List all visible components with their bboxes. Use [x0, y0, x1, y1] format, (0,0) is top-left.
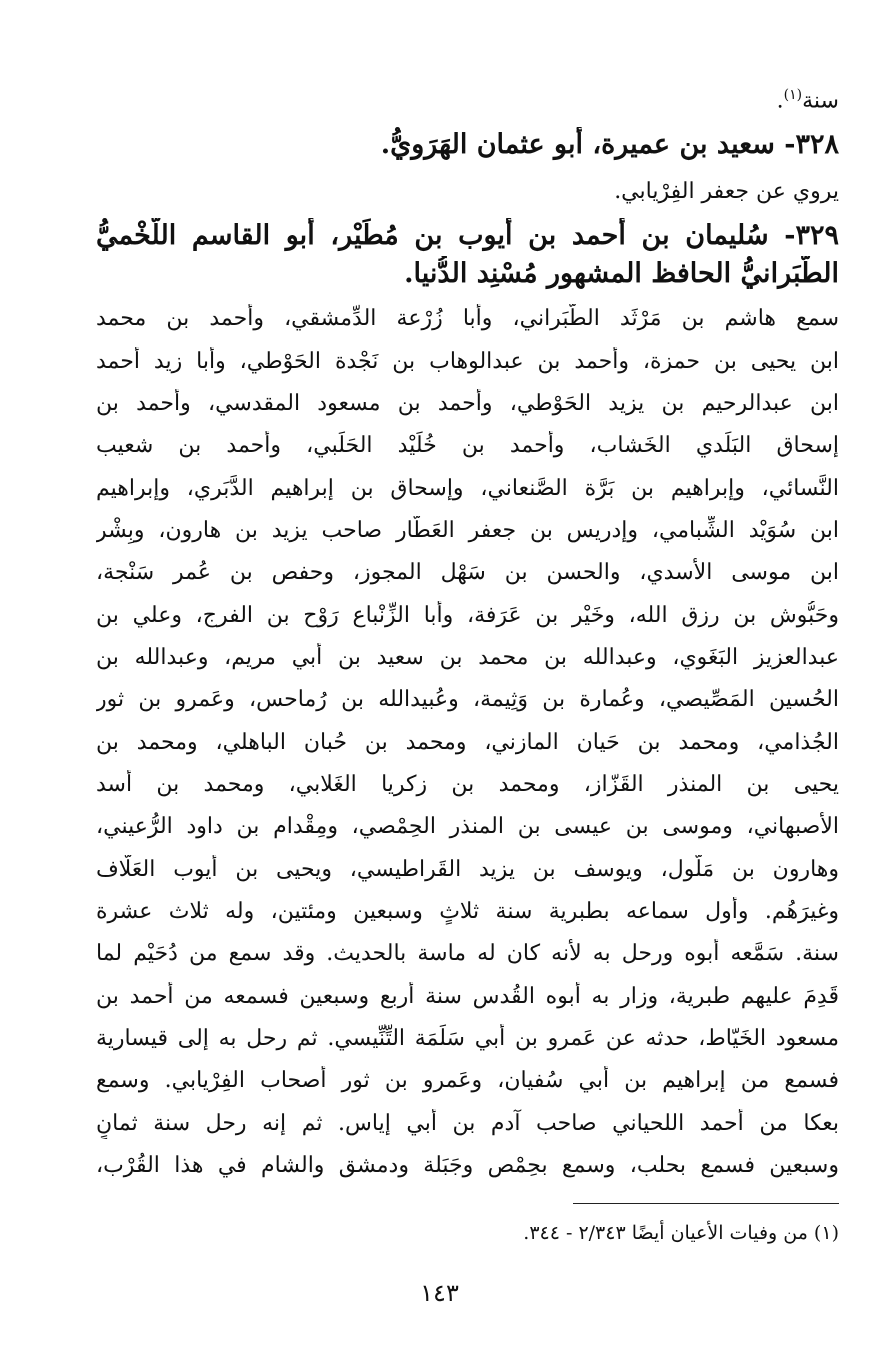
entry-329-body-line: وغيرَهُم. وأول سماعه بطبرية سنة ثلاثٍ وسبعين ومئتين، وله ثلاث عشرة: [96, 899, 839, 924]
entry-329-body-line: ابن يحيى بن حمزة، وأحمد بن عبدالوهاب بن نَجْدة الحَوْطي، وأبا زيد أحمد: [96, 349, 839, 374]
entry-329-body-line: النَّسائي، وإبراهيم بن بَرَّة الصَّنعاني، وإسحاق بن إبراهيم الدَّبَري، وإبراهيم: [96, 476, 839, 501]
entry-329-body-line: وهارون بن مَلُّول، ويوسف بن يزيد القَراطيسي، ويحيى بن أيوب العَلّاف: [96, 857, 839, 882]
entry-329-body-line: ابن موسى الأسدي، والحسن بن سَهْل المجوز، وحفص بن عُمر سَنْجة،: [96, 560, 839, 585]
entry-329-body-line: الحُسين المَصِّيصي، وعُمارة بن وَثِيمة، وعُبيدالله بن رُماحس، وعَمرو بن ثور: [96, 687, 839, 712]
entry-329-body-line: إسحاق البَلَدي الخَشاب، وأحمد بن خُلَيْد الحَلَبي، وأحمد بن شعيب: [96, 433, 839, 458]
entry-329-body-line: وحَبُّوش بن رزق الله، وخَيْر بن عَرَفة، وأبا الزِّنْباع رَوْح بن الفرج، وعلي بن: [96, 603, 839, 628]
entry-329-body-line: قَدِمَ عليهم طبرية، وزار به أبوه القُدس سنة أربع وسبعين فسمعه من أحمد بن: [96, 984, 839, 1009]
entry-329-heading-line: ٣٢٩- سُليمان بن أحمد بن أيوب بن مُطَيْر، أبو القاسم اللَّخْميُّ: [96, 220, 839, 251]
carry-over-word: سنة: [802, 88, 839, 114]
footnote-divider: [573, 1203, 839, 1204]
entry-329-body-line: سنة. سَمَّعه أبوه ورحل به لأنه كان له ماسة بالحديث. وقد سمع من دُحَيْم لما: [96, 941, 839, 966]
page-number: ١٤٣: [420, 1279, 459, 1307]
entry-328-heading: ٣٢٨- سعيد بن عميرة، أبو عثمان الهَرَويُّ.: [380, 129, 839, 160]
entry-328-body: يروي عن جعفر الفِرْيابي.: [614, 179, 839, 204]
entry-329-body-line: مسعود الخَيّاط، حدثه عن عَمرو بن أبي سَلَمَة التِّنِّيسي. ثم رحل به إلى قيسارية: [96, 1026, 839, 1051]
footnote: (١) من وفيات الأعيان أيضًا ٢/٣٤٣ - ٣٤٤.: [523, 1222, 839, 1244]
entry-329-body-line: عبدالعزيز البَغَوي، وعبدالله بن محمد بن سعيد بن أبي مريم، وعبدالله بن: [96, 645, 839, 670]
entry-329-heading-line: الطَّبَرانيُّ الحافظ المشهور مُسْنِد الدُّنيا.: [404, 258, 839, 289]
entry-329-body-line: الأصبهاني، وموسى بن عيسى بن المنذر الحِمْصي، ومِقْدام بن داود الرُّعيني،: [96, 814, 839, 839]
entry-329-body-line: ابن سُوَيْد الشِّبامي، وإدريس بن جعفر العَطّار صاحب يزيد بن هارون، وبِشْر: [96, 518, 839, 543]
entry-329-body-line: فسمع من إبراهيم بن أبي سُفيان، وعَمرو بن ثور أصحاب الفِرْيابي. وسمع: [96, 1068, 839, 1093]
entry-329-body-line: يحيى بن المنذر القَزّاز، ومحمد بن زكريا الغَلابي، ومحمد بن أسد: [96, 772, 839, 797]
entry-329-body-line: سمع هاشم بن مَرْثَد الطَّبَراني، وأبا زُرْعة الدِّمشقي، وأحمد بن محمد: [96, 306, 839, 331]
carry-over-period: .: [776, 88, 784, 114]
entry-329-body-line: وسبعين فسمع بحلب، وسمع بحِمْص وجَبَلة ودمشق والشام في هذا القُرْب،: [96, 1153, 839, 1178]
footnote-reference: (١): [783, 87, 803, 103]
entry-329-body-line: ابن عبدالرحيم بن يزيد الحَوْطي، وأحمد بن مسعود المقدسي، وأحمد بن: [96, 391, 839, 416]
entry-329-body-line: الجُذامي، ومحمد بن حَيان المازني، ومحمد بن حُبان الباهلي، ومحمد بن: [96, 730, 839, 755]
entry-329-body-line: بعكا من أحمد اللحياني صاحب آدم بن أبي إياس. ثم إنه رحل سنة ثمانٍ: [96, 1111, 839, 1136]
carry-over-text: [777, 80, 839, 116]
